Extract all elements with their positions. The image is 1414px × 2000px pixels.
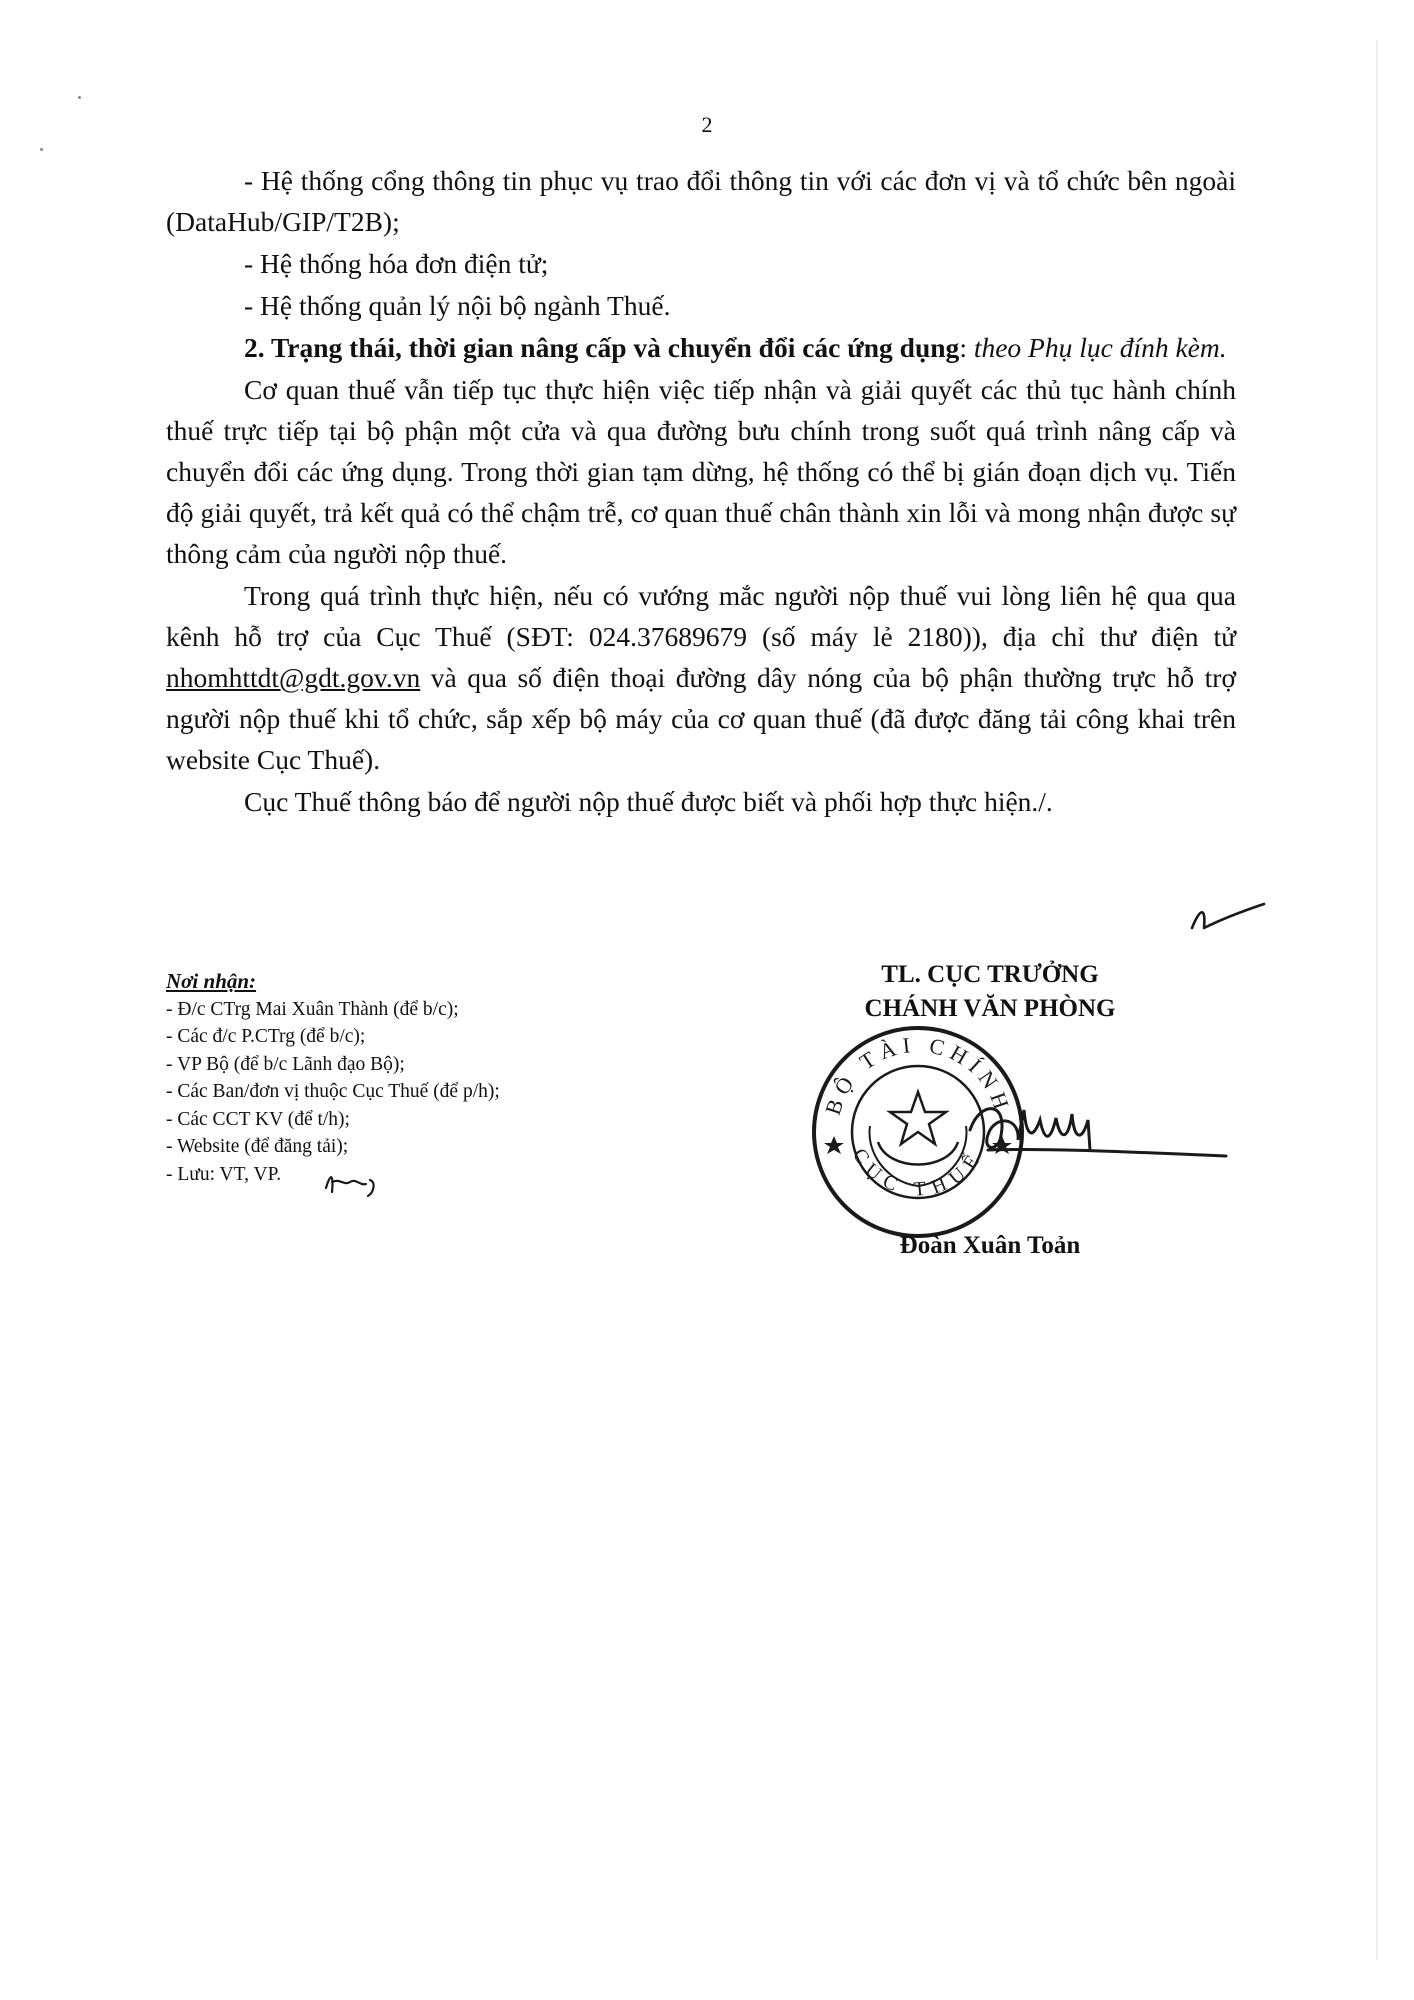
- section-heading-colon: :: [959, 332, 974, 363]
- handwritten-signature: [960, 1090, 1230, 1180]
- paragraph-einvoice: - Hệ thống hóa đơn điện tử;: [244, 248, 549, 279]
- recipient-item: - Các Ban/đơn vị thuộc Cục Thuế (để p/h);: [166, 1081, 500, 1102]
- seal-top-text: BỘ TÀI CHÍNH: [819, 1031, 1017, 1118]
- recipient-item: - Đ/c CTrg Mai Xuân Thành (để b/c);: [166, 998, 459, 1020]
- recipient-item: - Các CCT KV (để t/h);: [166, 1108, 350, 1130]
- end-flourish-mark: [1190, 898, 1266, 938]
- paragraph-datahub: - Hệ thống cổng thông tin phục vụ trao đổi thông tin với các đơn vị và tổ chức bên ngoài (DataHub/GIP/T2B);: [166, 165, 1236, 237]
- paragraph-support-contact: [166, 575, 1236, 780]
- recipient-item: - VP Bộ (để b/c Lãnh đạo Bộ);: [166, 1053, 405, 1075]
- support-text-before: Trong quá trình thực hiện, nếu có vướng mắc người nộp thuế vui lòng liên hệ qua qua kênh hỗ trợ của Cục Thuế (SĐT: 024.37689679 (số máy lẻ 2180)), địa chỉ thư điện tử: [166, 580, 1236, 652]
- recipients-title: Nơi nhận:: [166, 969, 257, 993]
- signer-title-line2: CHÁNH VĂN PHÒNG: [864, 995, 1116, 1022]
- recipient-item: - Các đ/c P.CTrg (để b/c);: [166, 1026, 366, 1047]
- document-body: [166, 160, 1236, 823]
- clerk-initials-mark: [322, 1168, 382, 1200]
- paragraph-internal-system: - Hệ thống quản lý nội bộ ngành Thuế.: [244, 290, 671, 321]
- section-heading-bold: 2. Trạng thái, thời gian nâng cấp và chuyển đổi các ứng dụng: [244, 332, 960, 363]
- page-number: 2: [701, 112, 713, 137]
- scan-margin-line: [1376, 40, 1378, 1960]
- section-heading-italic: theo Phụ lục đính kèm.: [973, 332, 1227, 363]
- signer-title-line1: TL. CỤC TRƯỞNG: [881, 961, 1099, 988]
- section-heading-2: [166, 327, 1236, 368]
- paragraph-closing: Cục Thuế thông báo để người nộp thuế được biết và phối hợp thực hiện./.: [244, 786, 1053, 817]
- signer-name: Đoàn Xuân Toản: [899, 1232, 1081, 1259]
- signature-block: [800, 958, 1180, 1026]
- recipient-item: - Lưu: VT, VP.: [166, 1163, 282, 1185]
- scan-speck: [40, 148, 43, 151]
- recipients-list: [166, 968, 686, 1188]
- paragraph-service-continuity: Cơ quan thuế vẫn tiếp tục thực hiện việc tiếp nhận và giải quyết các thủ tục hành chính thuế trực tiếp tại bộ phận một cửa và qua đường bưu chính trong suốt quá trình nâng cấp và chuyển đổi các ứng dụng. Trong thời gian tạm dừng, hệ thống có thể bị gián đoạn dịch vụ. Tiến độ giải quyết, trả kết quả có thể chậm trễ, cơ quan thuế chân thành xin lỗi và mong nhận được sự thông cảm của người nộp thuế.: [166, 374, 1236, 569]
- recipient-item: - Website (để đăng tải);: [166, 1136, 349, 1157]
- scan-speck: [78, 96, 81, 99]
- support-text-after: và qua số điện thoại đường dây nóng của bộ phận thường trực hỗ trợ người nộp thuế khi tổ chức, sắp xếp bộ máy của cơ quan thuế (đã được đăng tải công khai trên website Cục Thuế).: [166, 662, 1236, 775]
- seal-bottom-text: CỤC THUẾ: [847, 1144, 989, 1201]
- support-email-link[interactable]: nhomhttdt@gdt.gov.vn: [166, 662, 421, 693]
